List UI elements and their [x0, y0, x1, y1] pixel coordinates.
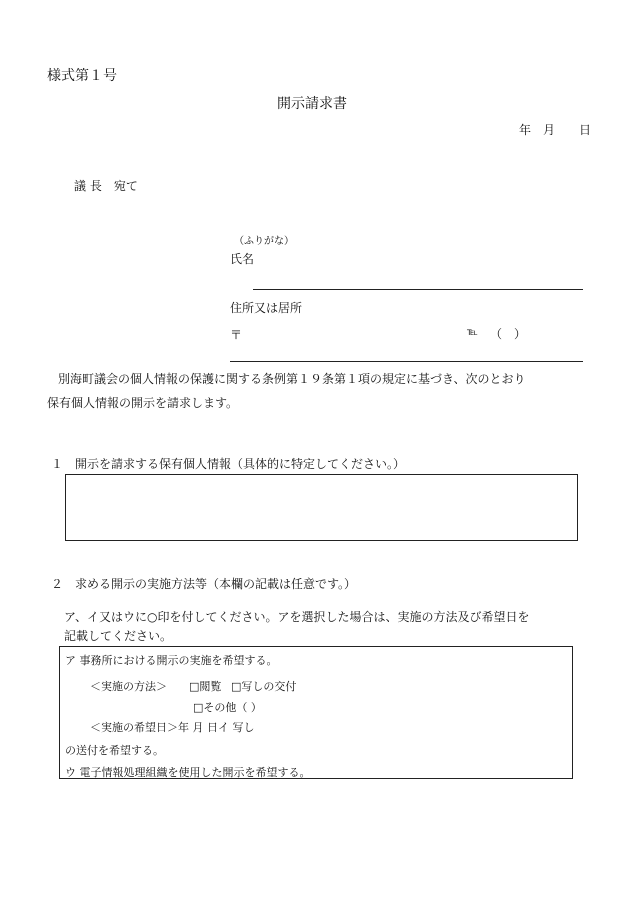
- address-underline: [230, 361, 583, 362]
- option-a: ア 事務所における開示の実施を希望する。: [65, 654, 278, 667]
- name-label: 氏名: [230, 252, 255, 266]
- postal-mark: 〒: [230, 328, 243, 342]
- method-other-checkbox[interactable]: □その他（ ）: [193, 701, 262, 714]
- body-text-line-1: 別海町議会の個人情報の保護に関する条例第１９条第１項の規定に基づき、次のとおり: [58, 372, 526, 386]
- requested-info-box[interactable]: [65, 474, 578, 541]
- tel-parentheses: （ ）: [490, 327, 527, 341]
- section-2-note-line-1: ア、イ又はウに○印を付してください。アを選択した場合は、実施の方法及び希望日を: [64, 610, 530, 624]
- option-c: ウ 電子情報処理組織を使用した開示を希望する。: [65, 766, 311, 779]
- body-text-line-2: 保有個人情報の開示を請求します。: [47, 396, 239, 410]
- tel-label: ℡: [467, 327, 478, 338]
- section-2-note-line-2: 記載してください。: [64, 629, 173, 643]
- date-wish-line: ＜実施の希望日＞年 月 日イ 写し: [90, 721, 255, 734]
- address-label: 住所又は居所: [230, 301, 303, 315]
- name-underline: [253, 289, 583, 290]
- form-number: 様式第１号: [47, 68, 117, 84]
- method-label: ＜実施の方法＞: [90, 680, 167, 693]
- section-1-heading: １ 開示を請求する保有個人情報（具体的に特定してください。）: [51, 457, 406, 471]
- date-line: 年 月 日: [519, 123, 592, 137]
- addressee: 議 長 宛て: [74, 179, 138, 193]
- mail-line: の送付を希望する。: [65, 744, 164, 757]
- disclosure-method-box: [59, 646, 573, 779]
- furigana-label: （ふりがな）: [234, 236, 294, 247]
- section-2-heading: ２ 求める開示の実施方法等（本欄の記載は任意です。）: [51, 577, 357, 591]
- method-copy-checkbox[interactable]: □写しの交付: [231, 680, 297, 693]
- method-view-checkbox[interactable]: □閲覧: [189, 680, 222, 693]
- page-title: 開示請求書: [277, 96, 347, 112]
